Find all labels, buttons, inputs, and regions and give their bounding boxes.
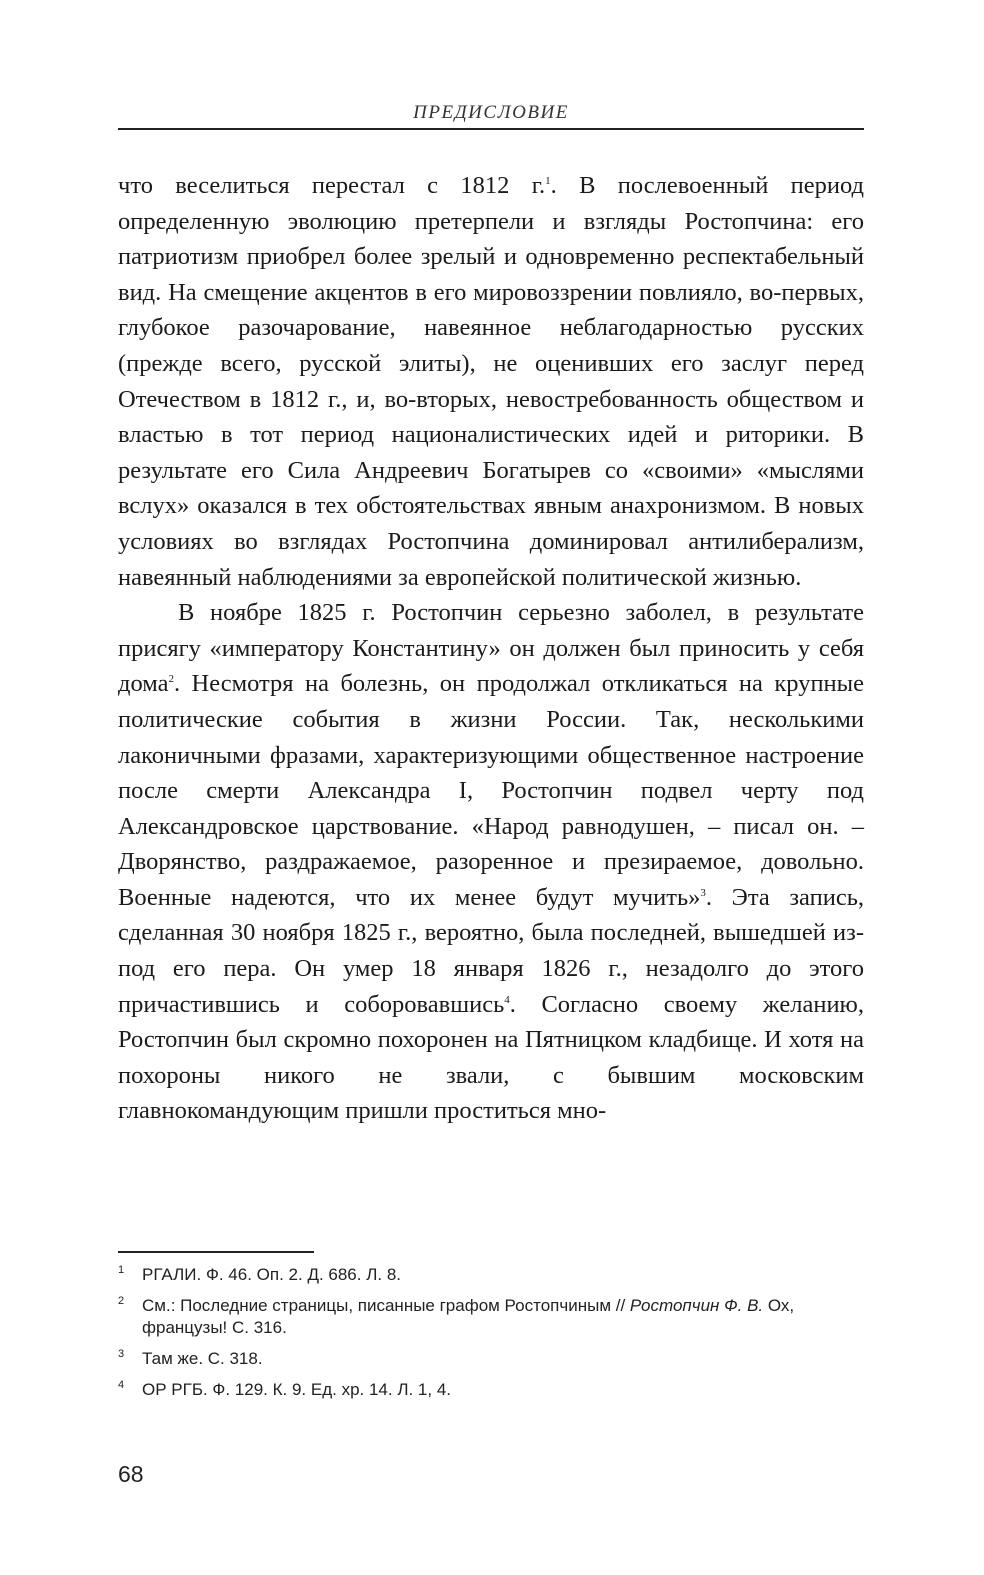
footnote-2 <box>118 1295 864 1339</box>
paragraph-2-part-2: . Несмотря на болезнь, он продолжал откликаться на крупные политические события в жизни России. Так, несколькими лаконичными фразами, характеризующими общественное настроение после смерти Александра I, Ростопчин подвел черту под Александровское царствование. «Народ равнодушен, – писал он. – Дворянство, раздражаемое, разоренное и презираемое, довольно. Военные надеются, что их менее будут мучить» <box>118 670 864 911</box>
footnote-ref-1: 1 <box>545 175 551 187</box>
footnote-ref-3: 3 <box>700 886 706 899</box>
footnote-4 <box>118 1379 864 1401</box>
footnote-ref-4: 4 <box>504 993 510 1006</box>
main-text <box>118 168 864 1129</box>
footnote-1 <box>118 1264 864 1286</box>
footnote-3 <box>118 1348 864 1370</box>
header-rule <box>118 128 864 130</box>
paragraph-2-part-1: В ноябре 1825 г. Ростопчин серьезно заболел, в результате присягу «императору Константину» он должен был приносить у себя дома <box>118 599 864 698</box>
footnote-text-part: См.: Последние страницы, писанные графом Ростопчиным // <box>142 1296 630 1315</box>
footnote-ref-2: 2 <box>168 673 174 686</box>
paragraph-2-part-4: . Согласно своему желанию, Ростопчин был скромно похоронен на Пятницком кладбище. И хотя на похороны никого не звали, с бывшим московским главнокомандующим пришли проститься мно- <box>118 990 864 1125</box>
footnote-text: Там же. С. 318. <box>142 1349 263 1368</box>
footnote-number: 3 <box>118 1348 125 1360</box>
footnote-text: ОР РГБ. Ф. 129. К. 9. Ед. хр. 14. Л. 1, 4. <box>142 1380 452 1399</box>
paragraph-1-part-1: что веселиться перестал с 1812 г. <box>118 172 546 199</box>
paragraph-2-part-3: . Эта запись, сделанная 30 ноября 1825 г., вероятно, была последней, вышедшей из-под его пера. Он умер 18 января 1826 г., незадолго до этого причастившись и соборовавшись <box>118 883 864 1018</box>
footnote-text-part: Ох, французы! С. 316. <box>142 1296 795 1337</box>
footnote-number: 4 <box>118 1379 125 1391</box>
footnote-rule <box>118 1251 314 1253</box>
paragraph-1-part-2: . В послевоенный период определенную эволюцию претерпели и взгляды Ростопчина: его патриотизм приобрел более зрелый и одновременно респектабельный вид. На смещение акцентов в его мировоззрении повлияло, во-первых, глубокое разочарование, навеянное неблагодарностью русских (прежде всего, русской элиты), не оценивших его заслуг перед Отечеством в 1812 г., и, во-вторых, невостребованность обществом и властью в тот период националистических идей и риторики. В результате его Сила Андреевич Богатырев со «своими» «мыслями вслух» оказался в тех обстоятельствах явным анахронизмом. В новых условиях во взглядах Ростопчина доминировал антилиберализм, навеянный наблюдениями за европейской политической жизнью. <box>118 172 864 591</box>
footnote-text <box>142 1295 864 1339</box>
footnote-number: 2 <box>118 1295 125 1307</box>
paragraph-1 <box>118 168 864 595</box>
page-number: 68 <box>118 1461 144 1487</box>
running-header: ПРЕДИСЛОВИЕ <box>413 102 569 123</box>
footnote-author-italic: Ростопчин Ф. В. <box>629 1296 764 1315</box>
footnote-text: РГАЛИ. Ф. 46. Оп. 2. Д. 686. Л. 8. <box>142 1265 401 1284</box>
footnotes <box>118 1264 864 1410</box>
paragraph-2 <box>118 595 864 1129</box>
footnote-number: 1 <box>118 1264 125 1276</box>
